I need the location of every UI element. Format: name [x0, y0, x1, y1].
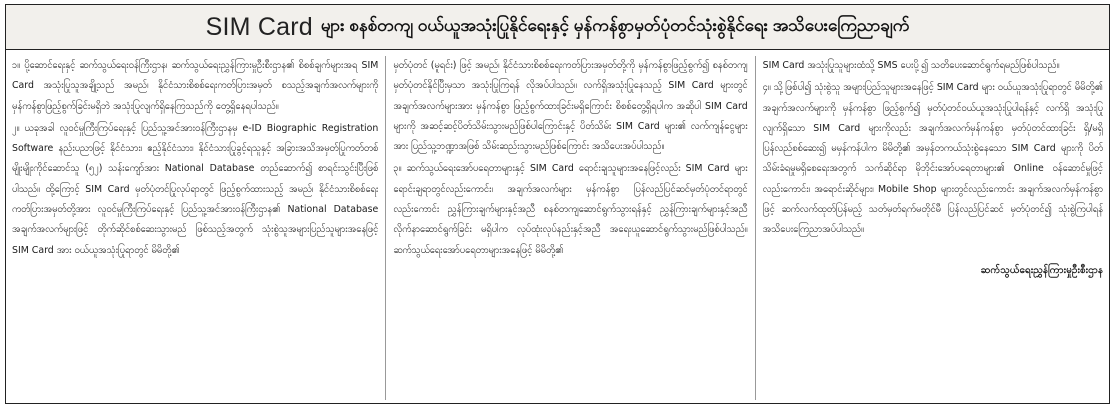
column-1: [12, 56, 386, 400]
paragraph-4: ၄။ သို့ဖြစ်ပါ၍ သုံးစွဲသူ အများပြည်သူများအနေဖြင့် SIM Card များ ဝယ်ယူအသုံးပြုရာတွင် မိမိတို့၏ အချက်အလက်များကို မှန်ကန်စွာ ဖြည့်စွက်၍ မှတ်ပုံတင်ဝယ်ယူအသုံးပြုပါရန်နှင့် လက်ရှိ အသုံးပြုလျက်ရှိသော SIM Card များကိုလည်း အချက်အလက်မှန်ကန်စွာ မှတ်ပုံတင်ထားခြင်း ရှိ/မရှိ ပြန်လည်စစ်ဆေး၍ မမှန်ကန်ပါက မိမိတို့၏ အမှန်တကယ်သုံးစွဲနေသော SIM Card များကို ပိတ်သိမ်းခံရမှုမရှိစေရေးအတွက် သက်ဆိုင်ရာ မိုဘိုင်းအော်ပရေတာများ၏ Online ဝန်ဆောင်မှုဖြင့်လည်းကောင်း၊ အရောင်းဆိုင်များ၊ Mobile Shop များတွင်လည်းကောင်း အချက်အလက်မှန်ကန်စွာဖြင့် ဆက်လက်ထုတ်ပြန်မည့် သတ်မှတ်ရက်မတိုင်မီ ပြန်လည်ပြင်ဆင် မှတ်ပုံတင်၍ သုံးစွဲကြပါရန် အသိပေးကြေညာအပ်ပါသည်။: [762, 82, 1103, 236]
paragraph-2-continued: မှတ်ပုံတင် (မူရင်း) ဖြင့် အမည်၊ နိုင်ငံသားစိစစ်ရေးကတ်ပြားအမှတ်တို့ကို မှန်ကန်စွာဖြည့်စွက်၍ စနစ်တကျမှတ်ပုံတင်နိုင်ပြီးမှသာ အသုံးပြုကြရန် လိုအပ်ပါသည်။ လက်ရှိအသုံးပြုနေသည့် SIM Card များတွင် အချက်အလက်များအား မှန်ကန်စွာ ဖြည့်စွက်ထားခြင်းမရှိကြောင်း စိစစ်တွေ့ရှိရပါက အဆိုပါ SIM Card များကို အဆင့်ဆင့်ပိတ်သိမ်းသွားမည်ဖြစ်ပါကြောင်းနှင့် ပိတ်သိမ်း SIM Card များ၏ လက်ကျန်ငွေများအား ပြည်သူ့ဘဏ္ဍာအဖြစ် သိမ်းဆည်းသွားမည်ဖြစ်ကြောင်း အသိပေးအပ်ပါသည်။: [393, 60, 748, 153]
column-3: [756, 56, 1103, 400]
issuing-department-signature: ဆက်သွယ်ရေးညွှန်ကြားမှုဦးစီးဌာန: [980, 264, 1103, 276]
paragraph-3-continued: SIM Card အသုံးပြုသူများထံသို့ SMS ပေးပို့၍ သတိပေးဆောင်ရွက်ရမည်ဖြစ်ပါသည်။: [762, 60, 1060, 71]
column-2: [386, 56, 755, 400]
body-columns: [6, 50, 1109, 400]
announcement-title: [6, 5, 1109, 50]
title-latin: SIM Card: [205, 12, 313, 41]
paragraph-3: ၃။ ဆက်သွယ်ရေးအော်ပရေတာများနှင့် SIM Card ရောင်းချသူများအနေဖြင့်လည်း SIM Card များ ရောင်းချရာတွင်လည်းကောင်း၊ အချက်အလက်များ မှန်ကန်စွာ ပြန်လည်ပြင်ဆင်မှတ်ပုံတင်ရာတွင် လည်းကောင်း ညွှန်ကြားချက်များနှင့်အညီ စနစ်တကျဆောင်ရွက်သွားရန်နှင့် ညွှန်ကြားချက်များနှင့်အညီ လိုက်နာဆောင်ရွက်ခြင်း မရှိပါက လုပ်ထုံးလုပ်နည်းနှင့်အညီ အရေးယူဆောင်ရွက်သွားမည်ဖြစ်ပါသည်။ ဆက်သွယ်ရေးအော်ပရေတာများအနေဖြင့် မိမိတို့၏: [393, 163, 748, 256]
title-myanmar: များ စနစ်တကျ ဝယ်ယူအသုံးပြုနိုင်ရေးနှင့် မှန်ကန်စွာမှတ်ပုံတင်သုံးစွဲနိုင်ရေး အသိပေးကြေညာချက်: [320, 15, 910, 35]
announcement-notice: [5, 4, 1110, 404]
paragraph-2: ၂။ ယခုအခါ လူဝင်မှုကြီးကြပ်ရေးနှင့် ပြည်သူ့အင်အားဝန်ကြီးဌာနမှ e-ID Biographic Registration Software နည်းပညာဖြင့် နိုင်ငံသား၊ ဧည့်နိုင်ငံသား၊ နိုင်ငံသားပြုခွင့်ရသူနှင့် အခြားအသိအမှတ်ပြုကတ်တစ်မျိုးမျိုးကိုင်ဆောင်သူ (၅၂) သန်းကျော်အား National Database တည်ဆောက်၍ စာရင်းသွင်းပြီးဖြစ်ပါသည်။ ထို့ကြောင့် SIM Card မှတ်ပုံတင်ပြုလုပ်ရာတွင် ဖြည့်စွက်ထားသည့် အမည်၊ နိုင်ငံသားစိစစ်ရေးကတ်ပြားအမှတ်တို့အား လူဝင်မှုကြီးကြပ်ရေးနှင့် ပြည်သူ့အင်အားဝန်ကြီးဌာန၏ National Database အချက်အလက်များဖြင့် တိုက်ဆိုင်စစ်ဆေးသွားမည် ဖြစ်သည့်အတွက် သုံးစွဲသူအများပြည်သူများအနေဖြင့် SIM Card အား ဝယ်ယူအသုံးပြုရာတွင် မိမိတို့၏: [12, 122, 379, 256]
paragraph-1: ၁။ ပို့ဆောင်ရေးနှင့် ဆက်သွယ်ရေးဝန်ကြီးဌာန၊ ဆက်သွယ်ရေးညွှန်ကြားမှုဦးစီးဌာန၏ စိစစ်ချက်များအရ SIM Card အသုံးပြုသူအချို့သည် အမည်၊ နိုင်ငံသားစိစစ်ရေးကတ်ပြားအမှတ် စသည့်အချက်အလက်များကို မှန်ကန်စွာဖြည့်စွက်ခြင်းမရှိဘဲ အသုံးပြုလျက်ရှိနေကြသည်ကို တွေ့ရှိနေရပါသည်။: [12, 60, 379, 112]
